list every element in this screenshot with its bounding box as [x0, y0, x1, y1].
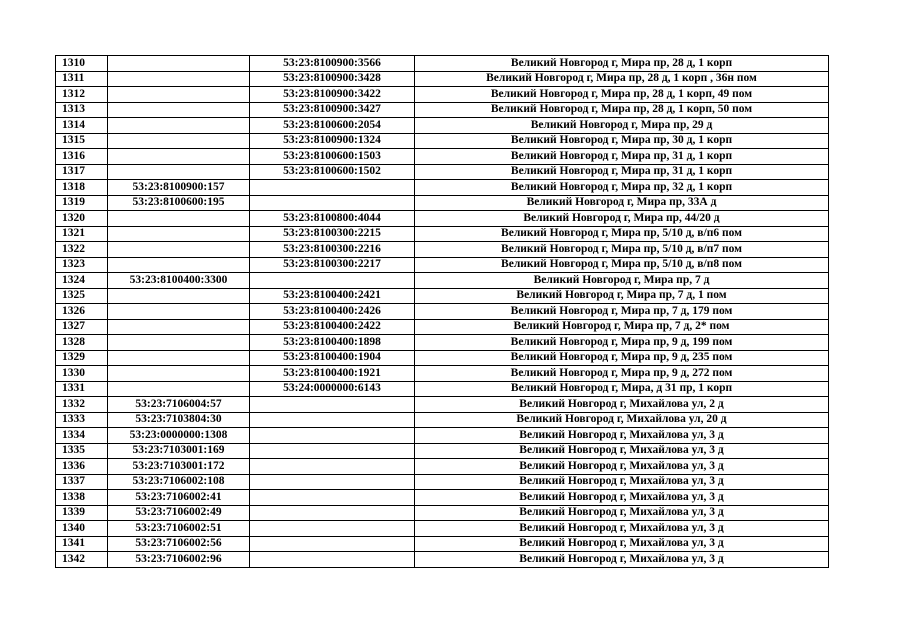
- address-cell: Великий Новгород г, Мира пр, 28 д, 1 корп, 49 пом: [415, 87, 829, 103]
- land-cadastral-number-cell: [108, 118, 250, 134]
- premises-cadastral-number-cell: 53:23:8100600:1503: [250, 149, 415, 165]
- table-row: [56, 288, 829, 304]
- table-row: [56, 87, 829, 103]
- land-cadastral-number-cell: [108, 87, 250, 103]
- land-cadastral-number-cell: [108, 149, 250, 165]
- address-cell: Великий Новгород г, Мира пр, 29 д: [415, 118, 829, 134]
- premises-cadastral-number-cell: [250, 505, 415, 521]
- premises-cadastral-number-cell: 53:23:8100600:2054: [250, 118, 415, 134]
- land-cadastral-number-cell: 53:23:7106002:49: [108, 505, 250, 521]
- table-row: [56, 536, 829, 552]
- address-cell: Великий Новгород г, Мира пр, 31 д, 1 корп: [415, 164, 829, 180]
- land-cadastral-number-cell: 53:23:7106002:108: [108, 474, 250, 490]
- premises-cadastral-number-cell: 53:23:8100300:2215: [250, 226, 415, 242]
- row-number-cell: 1329: [56, 350, 108, 366]
- table-row: [56, 71, 829, 87]
- premises-cadastral-number-cell: [250, 552, 415, 568]
- premises-cadastral-number-cell: [250, 521, 415, 537]
- premises-cadastral-number-cell: [250, 273, 415, 289]
- land-cadastral-number-cell: 53:23:7106002:56: [108, 536, 250, 552]
- row-number-cell: 1339: [56, 505, 108, 521]
- address-cell: Великий Новгород г, Мира пр, 7 д, 2* пом: [415, 319, 829, 335]
- table-row: [56, 412, 829, 428]
- address-cell: Великий Новгород г, Михайлова ул, 3 д: [415, 428, 829, 444]
- premises-cadastral-number-cell: 53:23:8100400:2426: [250, 304, 415, 320]
- premises-cadastral-number-cell: 53:23:8100400:1904: [250, 350, 415, 366]
- table-row: [56, 304, 829, 320]
- land-cadastral-number-cell: 53:23:7103804:30: [108, 412, 250, 428]
- table-row: [56, 319, 829, 335]
- table-row: [56, 505, 829, 521]
- row-number-cell: 1318: [56, 180, 108, 196]
- address-cell: Великий Новгород г, Мира пр, 28 д, 1 корп: [415, 56, 829, 72]
- address-cell: Великий Новгород г, Мира пр, 5/10 д, в/п8 пом: [415, 257, 829, 273]
- table-row: [56, 149, 829, 165]
- address-cell: Великий Новгород г, Михайлова ул, 20 д: [415, 412, 829, 428]
- table-row: [56, 164, 829, 180]
- address-cell: Великий Новгород г, Михайлова ул, 3 д: [415, 490, 829, 506]
- land-cadastral-number-cell: [108, 304, 250, 320]
- table-row: [56, 226, 829, 242]
- row-number-cell: 1314: [56, 118, 108, 134]
- table-row: [56, 490, 829, 506]
- address-cell: Великий Новгород г, Мира пр, 31 д, 1 корп: [415, 149, 829, 165]
- table-row: [56, 180, 829, 196]
- land-cadastral-number-cell: 53:23:7106004:57: [108, 397, 250, 413]
- table-row: [56, 443, 829, 459]
- row-number-cell: 1336: [56, 459, 108, 475]
- land-cadastral-number-cell: 53:23:7106002:51: [108, 521, 250, 537]
- premises-cadastral-number-cell: [250, 474, 415, 490]
- premises-cadastral-number-cell: 53:23:8100900:3428: [250, 71, 415, 87]
- table-row: [56, 195, 829, 211]
- land-cadastral-number-cell: [108, 133, 250, 149]
- land-cadastral-number-cell: [108, 242, 250, 258]
- address-cell: Великий Новгород г, Мира пр, 5/10 д, в/п6 пом: [415, 226, 829, 242]
- row-number-cell: 1311: [56, 71, 108, 87]
- table-row: [56, 242, 829, 258]
- row-number-cell: 1313: [56, 102, 108, 118]
- row-number-cell: 1321: [56, 226, 108, 242]
- premises-cadastral-number-cell: 53:23:8100600:1502: [250, 164, 415, 180]
- row-number-cell: 1325: [56, 288, 108, 304]
- row-number-cell: 1334: [56, 428, 108, 444]
- row-number-cell: 1327: [56, 319, 108, 335]
- row-number-cell: 1342: [56, 552, 108, 568]
- address-cell: Великий Новгород г, Михайлова ул, 3 д: [415, 552, 829, 568]
- row-number-cell: 1317: [56, 164, 108, 180]
- address-cell: Великий Новгород г, Мира пр, 28 д, 1 корп, 50 пом: [415, 102, 829, 118]
- row-number-cell: 1312: [56, 87, 108, 103]
- land-cadastral-number-cell: [108, 211, 250, 227]
- premises-cadastral-number-cell: 53:24:0000000:6143: [250, 381, 415, 397]
- land-cadastral-number-cell: [108, 335, 250, 351]
- row-number-cell: 1326: [56, 304, 108, 320]
- address-cell: Великий Новгород г, Мира пр, 32 д, 1 корп: [415, 180, 829, 196]
- row-number-cell: 1335: [56, 443, 108, 459]
- land-cadastral-number-cell: 53:23:7103001:169: [108, 443, 250, 459]
- premises-cadastral-number-cell: 53:23:8100900:3422: [250, 87, 415, 103]
- address-cell: Великий Новгород г, Мира пр, 30 д, 1 корп: [415, 133, 829, 149]
- premises-cadastral-number-cell: [250, 195, 415, 211]
- land-cadastral-number-cell: [108, 56, 250, 72]
- premises-cadastral-number-cell: [250, 428, 415, 444]
- premises-cadastral-number-cell: [250, 490, 415, 506]
- row-number-cell: 1310: [56, 56, 108, 72]
- row-number-cell: 1330: [56, 366, 108, 382]
- row-number-cell: 1331: [56, 381, 108, 397]
- address-cell: Великий Новгород г, Михайлова ул, 3 д: [415, 536, 829, 552]
- table-row: [56, 552, 829, 568]
- row-number-cell: 1323: [56, 257, 108, 273]
- land-cadastral-number-cell: [108, 381, 250, 397]
- land-cadastral-number-cell: [108, 319, 250, 335]
- table-row: [56, 102, 829, 118]
- premises-cadastral-number-cell: 53:23:8100900:3566: [250, 56, 415, 72]
- premises-cadastral-number-cell: [250, 459, 415, 475]
- address-cell: Великий Новгород г, Мира пр, 9 д, 272 пом: [415, 366, 829, 382]
- land-cadastral-number-cell: 53:23:0000000:1308: [108, 428, 250, 444]
- table-row: [56, 350, 829, 366]
- land-cadastral-number-cell: [108, 288, 250, 304]
- table-row: [56, 257, 829, 273]
- address-cell: Великий Новгород г, Мира пр, 7 д: [415, 273, 829, 289]
- row-number-cell: 1338: [56, 490, 108, 506]
- land-cadastral-number-cell: [108, 102, 250, 118]
- premises-cadastral-number-cell: 53:23:8100800:4044: [250, 211, 415, 227]
- address-cell: Великий Новгород г, Михайлова ул, 3 д: [415, 505, 829, 521]
- land-cadastral-number-cell: 53:23:7106002:41: [108, 490, 250, 506]
- land-cadastral-number-cell: [108, 226, 250, 242]
- table-row: [56, 335, 829, 351]
- premises-cadastral-number-cell: 53:23:8100400:1921: [250, 366, 415, 382]
- premises-cadastral-number-cell: [250, 536, 415, 552]
- row-number-cell: 1328: [56, 335, 108, 351]
- premises-cadastral-number-cell: 53:23:8100900:1324: [250, 133, 415, 149]
- premises-cadastral-number-cell: 53:23:8100400:2421: [250, 288, 415, 304]
- row-number-cell: 1322: [56, 242, 108, 258]
- table-row: [56, 397, 829, 413]
- premises-cadastral-number-cell: 53:23:8100300:2216: [250, 242, 415, 258]
- address-cell: Великий Новгород г, Мира пр, 9 д, 199 пом: [415, 335, 829, 351]
- table-row: [56, 474, 829, 490]
- row-number-cell: 1333: [56, 412, 108, 428]
- land-cadastral-number-cell: [108, 350, 250, 366]
- premises-cadastral-number-cell: [250, 180, 415, 196]
- table-row: [56, 366, 829, 382]
- address-cell: Великий Новгород г, Мира пр, 9 д, 235 пом: [415, 350, 829, 366]
- premises-cadastral-number-cell: 53:23:8100400:2422: [250, 319, 415, 335]
- row-number-cell: 1341: [56, 536, 108, 552]
- row-number-cell: 1320: [56, 211, 108, 227]
- table-row: [56, 521, 829, 537]
- land-cadastral-number-cell: 53:23:7106002:96: [108, 552, 250, 568]
- premises-cadastral-number-cell: 53:23:8100900:3427: [250, 102, 415, 118]
- address-cell: Великий Новгород г, Михайлова ул, 3 д: [415, 474, 829, 490]
- land-cadastral-number-cell: [108, 71, 250, 87]
- row-number-cell: 1340: [56, 521, 108, 537]
- address-cell: Великий Новгород г, Михайлова ул, 3 д: [415, 459, 829, 475]
- land-cadastral-number-cell: 53:23:8100400:3300: [108, 273, 250, 289]
- registry-table-body: [56, 56, 829, 568]
- premises-cadastral-number-cell: 53:23:8100300:2217: [250, 257, 415, 273]
- land-cadastral-number-cell: [108, 366, 250, 382]
- land-cadastral-number-cell: 53:23:8100600:195: [108, 195, 250, 211]
- land-cadastral-number-cell: [108, 164, 250, 180]
- row-number-cell: 1316: [56, 149, 108, 165]
- address-cell: Великий Новгород г, Мира пр, 28 д, 1 корп , 36н пом: [415, 71, 829, 87]
- address-cell: Великий Новгород г, Михайлова ул, 2 д: [415, 397, 829, 413]
- premises-cadastral-number-cell: [250, 397, 415, 413]
- address-cell: Великий Новгород г, Михайлова ул, 3 д: [415, 443, 829, 459]
- address-cell: Великий Новгород г, Мира пр, 7 д, 179 пом: [415, 304, 829, 320]
- row-number-cell: 1324: [56, 273, 108, 289]
- table-row: [56, 459, 829, 475]
- table-row: [56, 133, 829, 149]
- table-row: [56, 273, 829, 289]
- land-cadastral-number-cell: [108, 257, 250, 273]
- address-cell: Великий Новгород г, Мира, д 31 пр, 1 корп: [415, 381, 829, 397]
- address-cell: Великий Новгород г, Мира пр, 44/20 д: [415, 211, 829, 227]
- cadastral-registry-table: [55, 55, 829, 568]
- premises-cadastral-number-cell: [250, 443, 415, 459]
- table-row: [56, 56, 829, 72]
- land-cadastral-number-cell: 53:23:7103001:172: [108, 459, 250, 475]
- premises-cadastral-number-cell: 53:23:8100400:1898: [250, 335, 415, 351]
- address-cell: Великий Новгород г, Михайлова ул, 3 д: [415, 521, 829, 537]
- premises-cadastral-number-cell: [250, 412, 415, 428]
- row-number-cell: 1332: [56, 397, 108, 413]
- table-row: [56, 428, 829, 444]
- table-row: [56, 381, 829, 397]
- address-cell: Великий Новгород г, Мира пр, 33А д: [415, 195, 829, 211]
- row-number-cell: 1337: [56, 474, 108, 490]
- table-row: [56, 211, 829, 227]
- table-row: [56, 118, 829, 134]
- land-cadastral-number-cell: 53:23:8100900:157: [108, 180, 250, 196]
- row-number-cell: 1315: [56, 133, 108, 149]
- row-number-cell: 1319: [56, 195, 108, 211]
- address-cell: Великий Новгород г, Мира пр, 5/10 д, в/п7 пом: [415, 242, 829, 258]
- address-cell: Великий Новгород г, Мира пр, 7 д, 1 пом: [415, 288, 829, 304]
